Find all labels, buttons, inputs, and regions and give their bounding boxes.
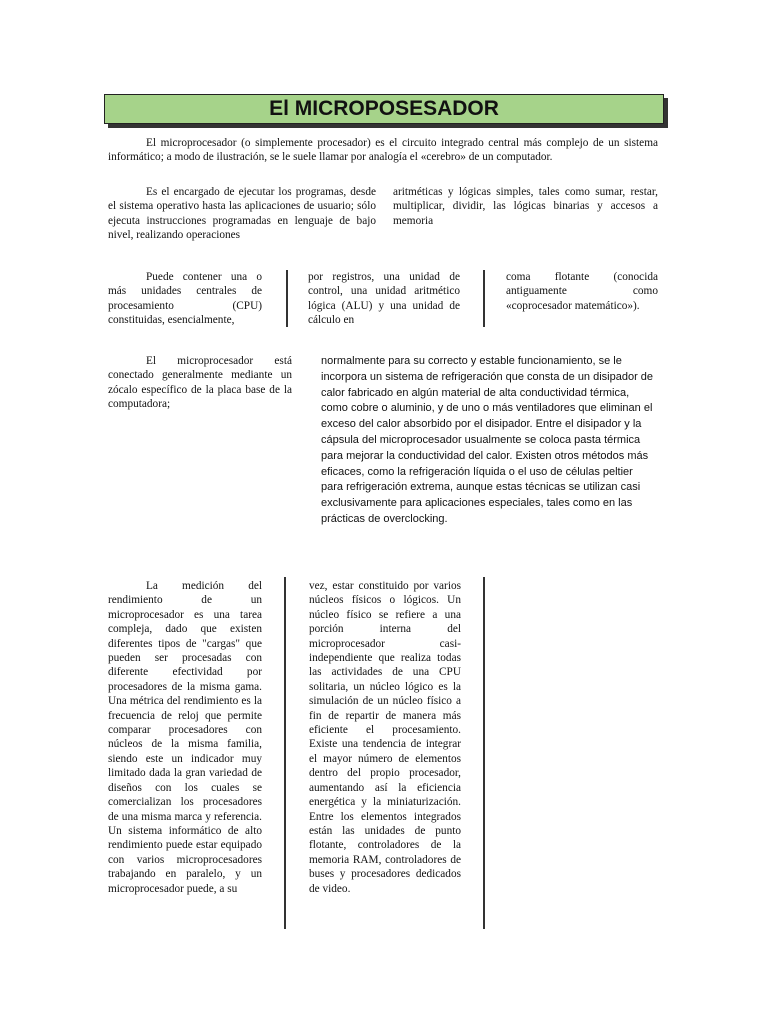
column-divider (284, 577, 286, 929)
section4-col1: La medición del rendimiento de un microprocesador es una tarea compleja, dado que existen diferentes tipos de "cargas" que pueden ser procesadas con diferente efectividad por procesadores de la misma gama. Una métrica del rendimiento es la frecuencia de reloj que permite comparar procesadores con núcleos de la misma familia, siendo este un indicador muy limitado dada la gran variedad de diseños con los cuales se comercializan los procesadores de una misma marca y referencia. Un sistema informático de alto rendimiento puede estar equipado con varios microprocesadores trabajando en paralelo, y un microprocesador puede, a su (108, 580, 262, 895)
column-divider (483, 270, 485, 327)
title-banner (104, 94, 664, 124)
intro-paragraph: El microprocesador (o simplemente procesador) es el circuito integrado central más complejo de un sistema informático; a modo de ilustración, se le suele llamar por analogía el «cerebro» de un computador. (108, 137, 658, 164)
section2-col1: Puede contener una o más unidades centrales de procesamiento (CPU) constituidas, esencialmente, (108, 271, 262, 327)
section4-col2: vez, estar constituido por varios núcleos físicos o lógicos. Un núcleo físico se refiere a una porción interna del microprocesador casi-independiente que realiza todas las actividades de una CPU solitaria, un núcleo lógico es la simulación de un núcleo físico a fin de repartir de manera más eficiente el procesamiento. Existe una tendencia de integrar el mayor número de elementos dentro del propio procesador, aumentando así la eficiencia energética y la miniaturización. Entre los elementos integrados están las unidades de punto flotante, controladores de la memoria RAM, controladores de buses y procesadores dedicados de video. (309, 580, 461, 895)
page-title: El MICROPOSESADOR (269, 97, 499, 120)
column-divider (286, 270, 288, 327)
section1-col1: Es el encargado de ejecutar los programas, desde el sistema operativo hasta las aplicaciones de usuario; sólo ejecuta instrucciones programadas en lenguaje de bajo nivel, realizando operaciones (108, 186, 376, 242)
section2-col2: por registros, una unidad de control, una unidad aritmético lógica (ALU) y una unidad de cálculo en (308, 271, 460, 327)
column-divider (483, 577, 485, 929)
section3-col2: normalmente para su correcto y estable funcionamiento, se le incorpora un sistema de refrigeración que consta de un disipador de calor fabricado en algún material de alta conductividad térmica, como cobre o aluminio, y de uno o más ventiladores que eliminan el exceso del calor absorbido por el disipador. Entre el disipador y la cápsula del microprocesador usualmente se coloca pasta térmica para mejorar la conductividad del calor. Existen otros métodos más eficaces, como la refrigeración líquida o el uso de células peltier para refrigeración extrema, aunque estas técnicas se utilizan casi exclusivamente para aplicaciones especiales, tales como en las prácticas de overclocking. (321, 355, 654, 525)
section3-col1: El microprocesador está conectado generalmente mediante un zócalo específico de la placa base de la computadora; (108, 355, 292, 411)
section1-col2: aritméticas y lógicas simples, tales como sumar, restar, multiplicar, dividir, las lógicas binarias y accesos a memoria (393, 186, 658, 227)
section2-col3: coma flotante (conocida antiguamente como «coprocesador matemático»). (506, 271, 658, 312)
